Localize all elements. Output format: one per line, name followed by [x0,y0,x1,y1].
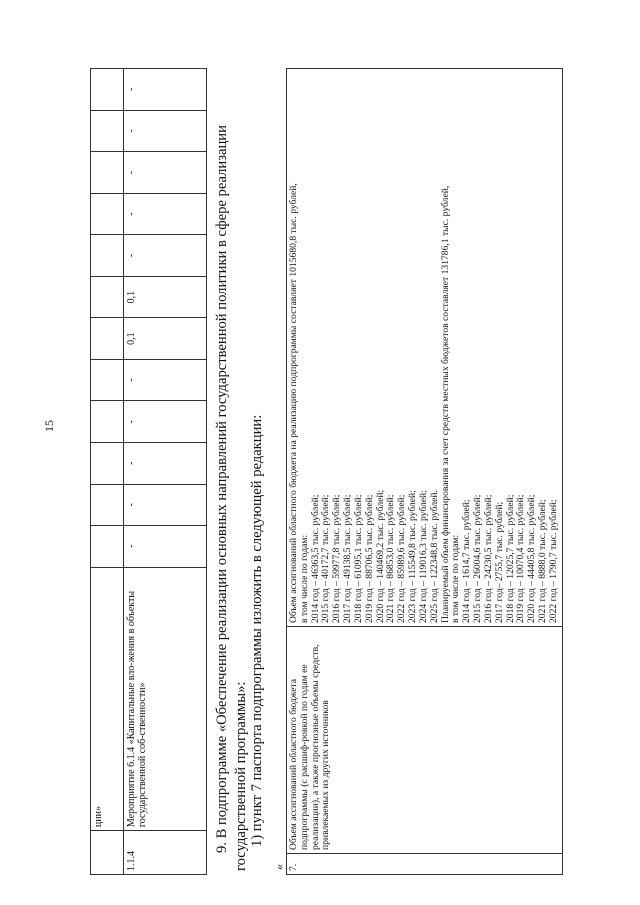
value-cell: 0,1 [124,276,207,318]
local-year-line: 2015 год – 26004,6 тыс. рублей; [472,494,484,623]
local-year-line: 2021 год – 8888,0 тыс. рублей; [537,499,549,623]
passport-item-label: Объем ассигнований областного бюджета подпрограммы (с расшиф-ровкой по годам ее реализации), а также прогнозные объемы средств, привлекаемых из других источников [287,627,563,854]
table-cell [91,526,124,568]
passport-item-value [287,69,563,627]
table-header-cell: ции» [91,567,124,831]
table-cell [91,152,124,194]
section-heading [213,71,251,871]
rotated-content [90,55,610,875]
regional-year-line: 2024 год – 119016,3 тыс. рублей; [417,490,429,623]
passport-item-number: 7. [287,854,563,875]
heading-line-3: 1) пункт 7 паспорта подпрограммы изложить в следующей редакции: [249,414,265,847]
opening-quote: « [272,864,286,870]
regional-intro: Объем ассигнований областного бюджета на реализацию подпрограммы составляет 1015680,8 тыс. рублей, [288,183,299,623]
value-cell: - [124,401,207,443]
table-header-row [91,69,124,875]
in-years-label: в том числе по годам: [298,534,310,623]
value-cell: - [124,193,207,235]
table-cell [91,442,124,484]
regional-year-line: 2017 год – 49138,5 тыс. рублей; [342,494,354,623]
local-year-line: 2018 год – 12025,7 тыс. рублей; [504,494,516,623]
value-cell: - [124,69,207,111]
passport-table [286,68,563,875]
regional-year-line: 2025 год – 122348,8 тыс. рублей. [428,490,440,623]
table-cell [91,193,124,235]
value-cell: - [124,359,207,401]
regional-year-line: 2014 год – 46363,5 тыс. рублей; [309,494,321,623]
local-year-line: 2020 год – 44405,8 тыс. рублей; [526,494,538,623]
regional-year-line: 2022 год – 85989,6 тыс. рублей; [396,494,408,623]
value-cell: - [124,110,207,152]
table-cell [91,359,124,401]
row-number: 1.1.4 [124,831,207,875]
table-cell [91,401,124,443]
value-cell: - [124,484,207,526]
heading-line-1: 9. В подпрограмме «Обеспечение реализации основных направлений государственной политики в сфере реализации [214,125,230,853]
table-cell [91,831,124,875]
table-cell [91,235,124,277]
measures-table [90,68,207,875]
value-cell: - [124,152,207,194]
local-year-line: 2017 год– 2755,7 тыс. рублей; [493,501,505,623]
regional-year-line: 2016 год – 59977,8 тыс. рублей; [331,494,343,623]
table-cell [91,484,124,526]
local-year-line: 2016 год – 24230,5 тыс. рублей; [482,494,494,623]
local-year-line: 2014 год – 1614,7 тыс. рублей; [461,499,473,623]
value-cell: - [124,442,207,484]
regional-year-line: 2015 год – 40172,7 тыс. рублей; [320,494,332,623]
regional-year-line: 2019 год – 88706,5 тыс. рублей; [363,494,375,623]
regional-year-line: 2020 год – 140469,2 тыс. рублей; [374,489,386,623]
page-number: 15 [42,420,56,432]
regional-year-line: 2018 год – 61095,1 тыс. рублей; [352,494,364,623]
local-intro: Планируемый объем финансирования за счет средств местных бюджетов составляет 131786,1 тыс. рублей, [439,185,451,623]
in-years-label: в том числе по годам: [450,534,462,623]
measure-title: Мероприятие 6.1.4 «Капитальные вло-жения в объекты государственной соб-ственности» [124,567,207,831]
table-cell [91,110,124,152]
regional-year-line: 2023 год – 115549,8 тыс. рублей; [407,490,419,623]
value-cell: 0,1 [124,318,207,360]
table-cell [91,318,124,360]
regional-year-line: 2021 год – 86853,0 тыс. рублей; [385,494,397,623]
local-year-line: 2019 год – 10070,4 тыс. рублей; [515,494,527,623]
table-cell [91,276,124,318]
table-row [124,69,207,875]
value-cell: - [124,235,207,277]
heading-line-2: государственной программы»: [232,681,249,871]
passport-row [287,69,563,875]
local-year-line: 2022 год – 1790,7 тыс. рублей; [547,499,559,623]
table-cell [91,69,124,111]
value-cell: - [124,526,207,568]
